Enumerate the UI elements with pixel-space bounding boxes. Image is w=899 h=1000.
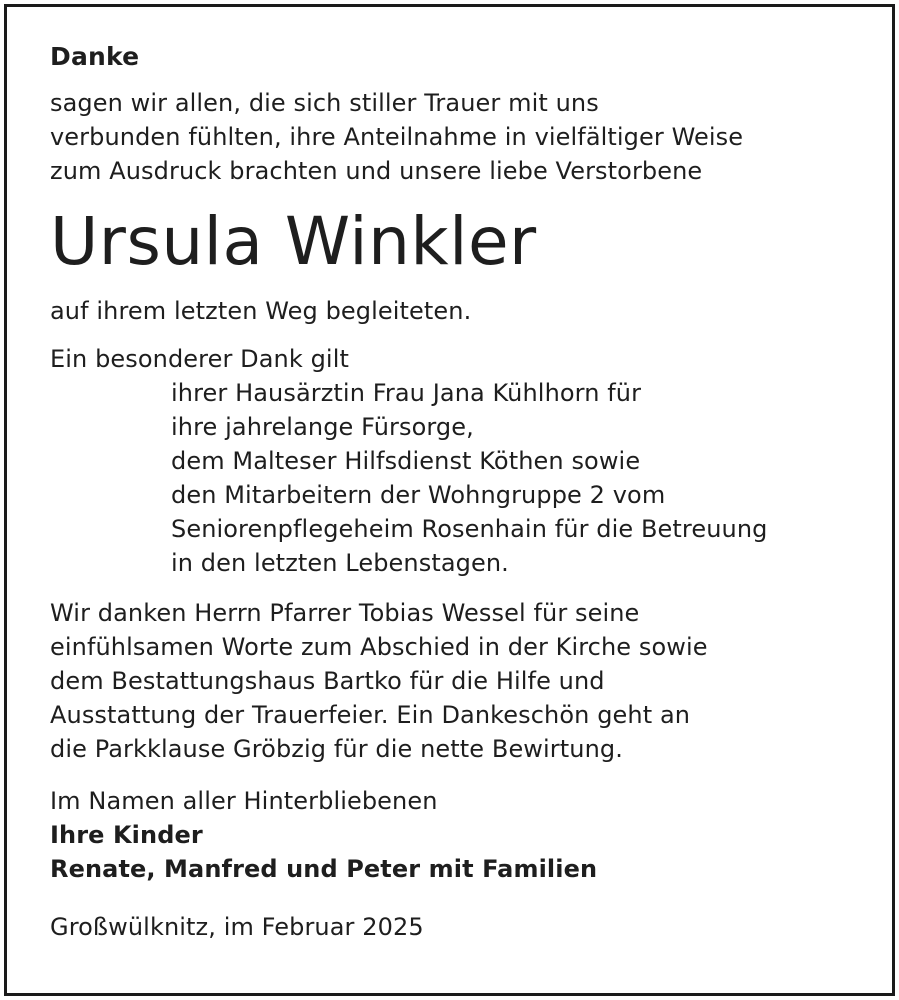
signature-block [50,784,860,886]
signature-intro: Im Namen aller Hinterbliebenen [50,787,438,815]
after-name-line: auf ihrem letzten Weg begleiteten. [50,297,472,325]
place-date [50,910,860,944]
obituary-notice [50,40,860,944]
special-thanks-line: ihrer Hausärztin Frau Jana Kühlhorn für [171,379,642,407]
further-thanks-line: einfühlsamen Worte zum Abschied in der Kirche sowie [50,633,708,661]
notice-heading: Danke [50,42,140,71]
further-thanks-line: dem Bestattungshaus Bartko für die Hilfe und [50,667,605,695]
intro-line: zum Ausdruck brachten und unsere liebe Verstorbene [50,157,703,185]
further-thanks-paragraph [50,596,860,766]
signature-children: Ihre Kinder [50,821,203,849]
special-thanks-line: dem Malteser Hilfsdienst Köthen sowie [171,447,641,475]
further-thanks-line: Wir danken Herrn Pfarrer Tobias Wessel für seine [50,599,640,627]
special-thanks-line: Seniorenpflegeheim Rosenhain für die Betreuung [171,515,768,543]
special-thanks-line: ihre jahrelange Fürsorge, [171,413,474,441]
special-thanks-list [50,376,860,580]
special-thanks-line: den Mitarbeitern der Wohngruppe 2 vom [171,481,666,509]
special-thanks-paragraph [50,342,860,580]
further-thanks-line: Ausstattung der Trauerfeier. Ein Dankeschön geht an [50,701,691,729]
place-date-line: Großwülknitz, im Februar 2025 [50,913,424,941]
intro-paragraph [50,86,860,188]
special-thanks-intro: Ein besonderer Dank gilt [50,345,349,373]
intro-line: sagen wir allen, die sich stiller Trauer mit uns [50,89,599,117]
further-thanks-line: die Parkklause Gröbzig für die nette Bewirtung. [50,735,623,763]
intro-line: verbunden fühlten, ihre Anteilnahme in vielfältiger Weise [50,123,744,151]
deceased-name: Ursula Winkler [50,203,537,280]
signature-names: Renate, Manfred und Peter mit Familien [50,855,598,883]
special-thanks-line: in den letzten Lebenstagen. [171,549,509,577]
after-name-text [50,294,860,328]
